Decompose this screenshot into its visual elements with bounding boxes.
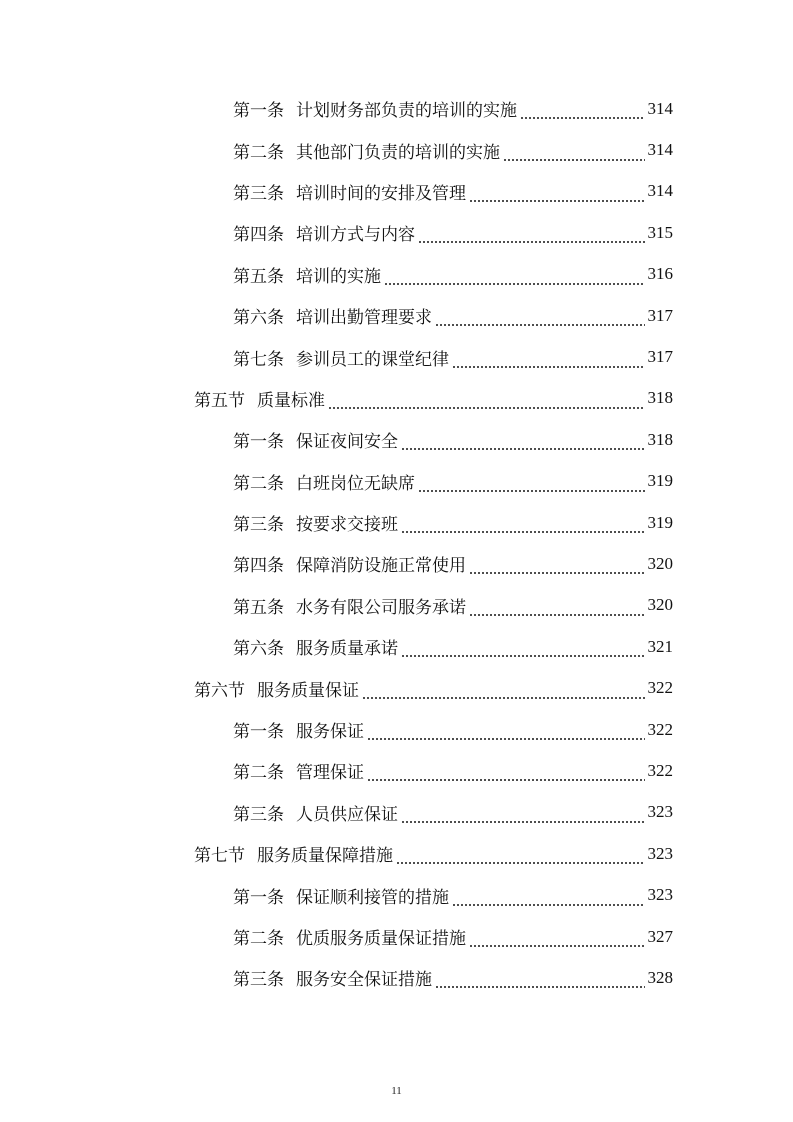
toc-entry-title: 参训员工的课堂纪律 [296,349,449,370]
toc-dot-leader [469,186,645,203]
toc-entry-page: 322 [647,760,673,780]
toc-entry-number: 第六节 [194,680,245,701]
toc-article-entry[interactable] [0,957,673,998]
toc-article-entry[interactable] [0,792,673,833]
toc-article-entry[interactable] [0,874,673,915]
toc-dot-leader [328,393,645,410]
toc-dot-leader [469,931,645,948]
toc-entry-title: 白班岗位无缺席 [296,473,415,494]
toc-dot-leader [367,765,645,782]
toc-entry-number: 第一条 [233,722,284,743]
toc-entry-page: 315 [647,222,673,242]
table-of-contents [0,88,793,999]
toc-entry-title: 其他部门负责的培训的实施 [296,142,500,163]
toc-entry-number: 第一条 [233,887,284,908]
toc-entry-page: 321 [647,636,673,656]
toc-article-entry[interactable] [0,254,673,295]
toc-entry-number: 第三条 [233,970,284,991]
toc-article-entry[interactable] [0,212,673,253]
toc-entry-number: 第七条 [233,349,284,370]
toc-entry-title: 保证夜间安全 [296,432,398,453]
toc-article-entry[interactable] [0,585,673,626]
toc-entry-title: 服务安全保证措施 [296,970,432,991]
toc-entry-title: 服务质量承诺 [296,639,398,660]
toc-entry-number: 第四条 [233,556,284,577]
toc-entry-title: 质量标准 [257,390,325,411]
toc-section-entry[interactable] [0,667,673,708]
toc-entry-page: 327 [647,926,673,946]
toc-article-entry[interactable] [0,88,673,129]
toc-entry-page: 319 [647,512,673,532]
toc-entry-page: 317 [647,305,673,325]
toc-article-entry[interactable] [0,171,673,212]
toc-entry-page: 314 [647,98,673,118]
toc-entry-number: 第七节 [194,846,245,867]
toc-entry-page: 316 [647,264,673,284]
toc-entry-number: 第五条 [233,597,284,618]
toc-article-entry[interactable] [0,336,673,377]
toc-dot-leader [469,558,645,575]
toc-dot-leader [503,145,645,162]
toc-dot-leader [401,517,645,534]
toc-entry-page: 328 [647,967,673,987]
toc-dot-leader [452,890,645,907]
toc-article-entry[interactable] [0,750,673,791]
toc-dot-leader [435,310,645,327]
toc-entry-page: 320 [647,553,673,573]
toc-article-entry[interactable] [0,916,673,957]
toc-entry-title: 培训时间的安排及管理 [296,183,466,204]
toc-dot-leader [401,641,645,658]
toc-dot-leader [401,434,645,451]
toc-entry-number: 第五节 [194,390,245,411]
toc-entry-number: 第二条 [233,763,284,784]
toc-article-entry[interactable] [0,502,673,543]
toc-dot-leader [418,227,645,244]
toc-entry-number: 第二条 [233,929,284,949]
page-number: 11 [391,1085,402,1097]
toc-entry-title: 水务有限公司服务承诺 [296,597,466,618]
toc-entry-number: 第六条 [233,308,284,329]
toc-entry-title: 按要求交接班 [296,515,398,536]
toc-entry-title: 计划财务部负责的培训的实施 [296,101,517,122]
toc-entry-number: 第二条 [233,142,284,163]
toc-entry-number: 第一条 [233,432,284,453]
toc-entry-title: 保证顺利接管的措施 [296,887,449,908]
toc-dot-leader [520,103,645,120]
toc-entry-number: 第三条 [233,183,284,204]
toc-entry-page: 322 [647,719,673,739]
toc-entry-number: 第四条 [233,225,284,246]
toc-entry-number: 第六条 [233,639,284,660]
toc-entry-title: 服务质量保证 [257,680,359,701]
toc-article-entry[interactable] [0,295,673,336]
toc-entry-title: 服务保证 [296,722,364,743]
toc-entry-title: 培训方式与内容 [296,225,415,246]
toc-entry-page: 323 [647,843,673,863]
toc-dot-leader [469,600,645,617]
toc-section-entry[interactable] [0,378,673,419]
toc-section-entry[interactable] [0,833,673,874]
toc-article-entry[interactable] [0,709,673,750]
toc-entry-page: 314 [647,181,673,201]
toc-dot-leader [418,476,645,493]
toc-entry-page: 317 [647,347,673,367]
toc-article-entry[interactable] [0,461,673,502]
toc-entry-page: 318 [647,388,673,408]
toc-dot-leader [384,269,645,286]
toc-entry-number: 第二条 [233,473,284,494]
toc-article-entry[interactable] [0,129,673,170]
toc-entry-number: 第三条 [233,515,284,536]
toc-entry-page: 318 [647,429,673,449]
toc-dot-leader [435,972,645,989]
toc-entry-title: 管理保证 [296,763,364,784]
toc-entry-number: 第三条 [233,804,284,825]
toc-article-entry[interactable] [0,419,673,460]
toc-entry-page: 323 [647,885,673,905]
toc-entry-number: 第一条 [233,101,284,122]
toc-dot-leader [362,683,645,700]
toc-entry-title: 保障消防设施正常使用 [296,556,466,577]
toc-entry-page: 319 [647,471,673,491]
toc-article-entry[interactable] [0,543,673,584]
toc-article-entry[interactable] [0,626,673,667]
toc-entry-title: 优质服务质量保证措施 [296,929,466,949]
toc-entry-number: 第五条 [233,266,284,287]
toc-dot-leader [367,724,645,741]
toc-dot-leader [452,352,645,369]
toc-dot-leader [396,848,645,865]
toc-entry-title: 培训的实施 [296,266,381,287]
toc-entry-page: 314 [647,140,673,160]
toc-entry-page: 323 [647,802,673,822]
toc-entry-page: 320 [647,595,673,615]
toc-entry-page: 322 [647,678,673,698]
toc-entry-title: 人员供应保证 [296,804,398,825]
toc-entry-title: 培训出勤管理要求 [296,308,432,329]
toc-entry-title: 服务质量保障措施 [257,846,393,867]
toc-dot-leader [401,807,645,824]
